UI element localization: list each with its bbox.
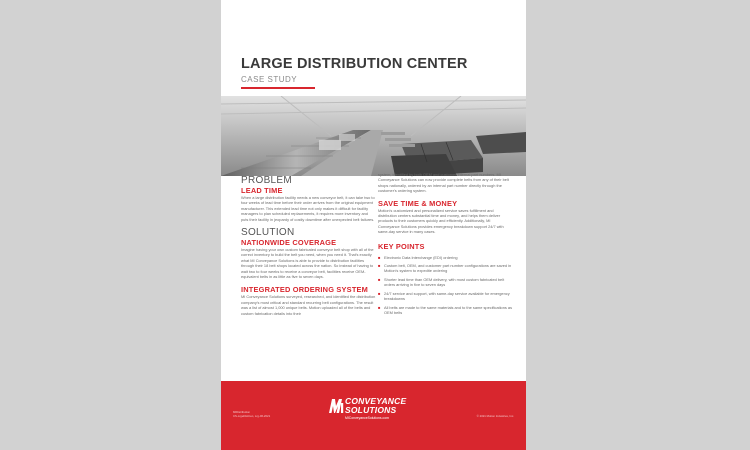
bullet-icon: ■ — [378, 254, 381, 260]
problem-title: PROBLEM — [241, 175, 293, 186]
footer-copyright: © 2021 Motion Industries, Inc. — [476, 414, 514, 418]
website-link[interactable]: MIConveyanceSolutions.com — [345, 416, 389, 420]
key-point-item: ■ All belts are made to the same materials and to the same specifications as OEM belts — [378, 304, 513, 315]
ordering-continued-text: system, identified by both OEM and customer internal part numbers. MI Conveyance Solutions can now provide complete belts from any of their belt shops nationally, ordered by an internal part number directly through the customer's ordering system. — [378, 172, 509, 194]
lead-time-heading: LEAD TIME — [241, 186, 283, 195]
logo-text-line1: CONVEYANCE — [345, 396, 407, 406]
key-points-heading: KEY POINTS — [378, 241, 425, 251]
bullet-icon: ■ — [378, 276, 381, 282]
footer-band — [221, 381, 526, 450]
nationwide-coverage-heading: NATIONWIDE COVERAGE — [241, 238, 337, 248]
key-point-item: ■ Custom belt, OEM, and customer part number configurations are saved in Motion's system to expedite ordering — [378, 263, 512, 274]
bullet-icon: ■ — [378, 263, 381, 269]
right-column — [378, 172, 513, 318]
company-logo — [327, 395, 421, 425]
solution-title: SOLUTION — [241, 227, 295, 239]
case-study-page — [221, 0, 526, 450]
key-point-item: ■ Shorter lead time than OEM delivery, with most custom fabricated belt orders arriving in five to seven days — [378, 276, 505, 288]
key-points-list — [378, 255, 513, 316]
problem-text: When a large distribution facility needs a new conveyor belt, it can take two to four weeks of lead time before their order arrives from the original equipment manufacturer. This extended lead time not only makes it difficult for facility managers to plan scheduled replacements, it requires more inventory and puts their facility in jeopardy of costly downtime after unexpected belt failures. — [241, 195, 375, 222]
integrated-ordering-heading: INTEGRATED ORDERING SYSTEM — [241, 285, 369, 295]
logo-text-line2: SOLUTIONS — [345, 405, 397, 415]
bullet-icon: ■ — [378, 304, 381, 310]
conveyor-photo — [221, 96, 526, 176]
save-time-heading: SAVE TIME & MONEY — [378, 198, 458, 208]
nationwide-coverage-text: Imagine having your own custom fabricated conveyor belt shop with all of the correct inventory to build the belt you need, when you need it. That's exactly what MI Conveyance Solutions is able to provide to distribution facilities through their 18 belt shops located across the nation. So instead of having to wait two to four weeks to receive a conveyor belt, facilities receive OEM-equivalent belts in as little as five to seven days. — [241, 247, 374, 280]
left-column — [241, 176, 376, 316]
key-point-item: ■ 24/7 service and support, with same-day service available for emergency breakdowns — [378, 290, 510, 302]
page-title: LARGE DISTRIBUTION CENTER — [241, 56, 468, 72]
page-subtitle: CASE STUDY — [241, 75, 298, 84]
bullet-icon: ■ — [378, 290, 381, 296]
title-rule — [241, 87, 315, 89]
key-point-item: ■ Electronic Data Interchange (EDI) ordering — [378, 254, 458, 260]
save-time-text: Motion's customized and personalized service saves fulfillment and distribution centers substantial time and money, and helps them deliver products to their customers quickly and efficiently. Additionally, MI Conveyance Solutions provides emergency breakdown support 24/7 with same-day service in many cases. — [378, 207, 504, 235]
footer-doc-info: MIDistribution CS-LrgeDistCen, Lrg-06-2021 — [233, 410, 271, 418]
integrated-ordering-text: MI Conveyance Solutions surveyed, researched, and identified the distribution company's most critical and standard recurring belt configurations. The result was a list of almost 1,000 unique belts. Motion uploaded all of the belts and custom fabrication details into their — [241, 294, 376, 316]
mi-logo-icon — [327, 397, 345, 415]
